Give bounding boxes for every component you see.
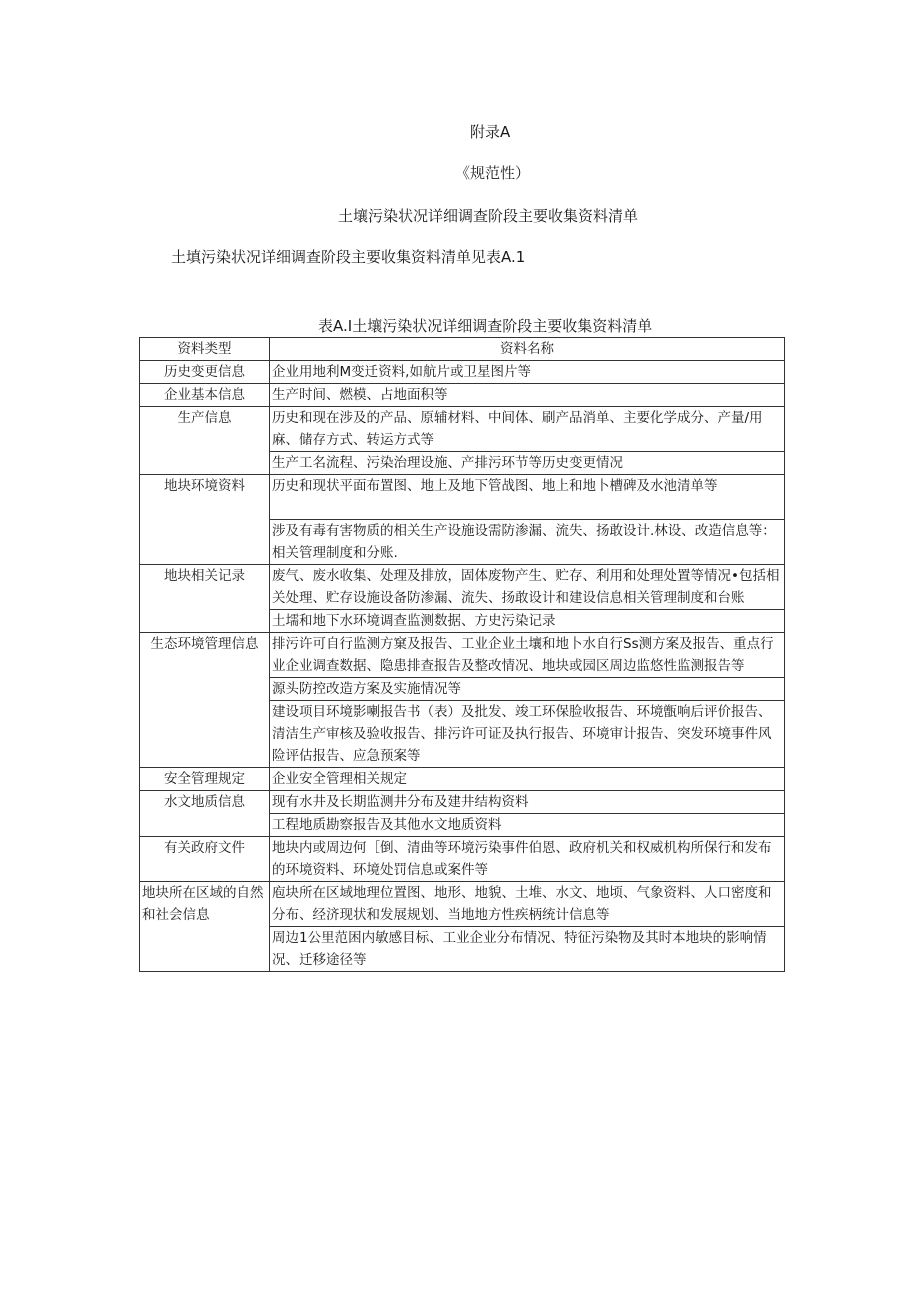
table-row — [140, 475, 785, 520]
table-row — [140, 407, 785, 452]
item-cell: 废气、废水收集、处理及排放，固体废物产生、贮存、利用和处理处置等情况•包括相关处理、贮存设施设备防渗漏、流失、扬敢设计和建设信息相关管理制度和台账 — [270, 565, 785, 610]
item-cell: 排污许可自行监测方窠及报告、工业企业土壤和地卜水自行Ss测方案及报告、重点行业企业调查数据、隐患排查报告及整改情况、地块或园区周边监悠性监测报告等 — [270, 633, 785, 678]
item-cell: 企业安全管理相关规定 — [270, 768, 785, 791]
header-category: 资料类型 — [140, 338, 270, 361]
appendix-label: 附录A — [470, 123, 511, 141]
item-cell: 企业用地利M变迁资料,如航片或卫星图片等 — [270, 361, 785, 384]
table-row — [140, 837, 785, 882]
category-cell: 地块环境资料 — [140, 475, 270, 565]
table-row — [140, 565, 785, 610]
category-cell: 历史变更信息 — [140, 361, 270, 384]
item-cell: 周边1公里范困内敏感目标、工业企业分布情况、特征污染物及其时本地块的影响情况、迁移途径等 — [270, 927, 785, 972]
table-row — [140, 384, 785, 407]
item-cell: 工程地质勘察报告及其他水文地质资料 — [270, 814, 785, 837]
document-title: 土壤污染状况详细调查阶段主要收集资料清单 — [338, 207, 639, 225]
table-row — [140, 791, 785, 814]
category-cell: 地块相关记录 — [140, 565, 270, 633]
category-cell: 地块所在区域的自然和社会信息 — [140, 882, 270, 972]
item-cell: 庖块所在区域地理位置图、地形、地貌、土堆、水文、地顷、气象资料、人口密度和分布、经济现状和发展规划、当地地方性疾柄统计信息等 — [270, 882, 785, 927]
category-cell: 企业基本信息 — [140, 384, 270, 407]
item-cell: 生产时间、燃模、占地面积等 — [270, 384, 785, 407]
category-cell: 安全管理规定 — [140, 768, 270, 791]
item-cell: 地块内或周边何［倒、清曲等环境污染事件伯恩、政府机关和权威机构所保行和发布的环境资料、环境处罚信息或案件等 — [270, 837, 785, 882]
header-material-name: 资料名称 — [270, 338, 785, 361]
item-cell: 源头防控改造方案及实施情况等 — [270, 678, 785, 701]
table-row — [140, 361, 785, 384]
item-cell: 生产工名流程、污染治理设施、产排污环节等历史变更情况 — [270, 452, 785, 475]
table-row — [140, 633, 785, 678]
table-row — [140, 768, 785, 791]
table-row — [140, 882, 785, 927]
item-cell: 涉及有毒有害物质的相关生产设施设需防渗漏、流失、扬敢设计.林设、改造信息等：相关管理制度和分账. — [270, 520, 785, 565]
item-cell: 历史和现状平面布置图、地上及地下管战图、地上和地卜槽碑及水池清单等 — [270, 475, 785, 520]
category-cell: 生态环境管理信息 — [140, 633, 270, 768]
item-cell: 建设项目环境影喇报告书（表）及批发、竣工环保脸收报告、环境甑响后评价报告、清洁生产审核及验收报告、排污许可证及执行报告、环境审计报告、突发环境事件风险评估报告、应急预案等 — [270, 701, 785, 768]
table-caption: 表A.I土壤污染状况详细调查阶段主要收集资料清单 — [318, 317, 653, 335]
category-cell: 水文地质信息 — [140, 791, 270, 837]
materials-table — [139, 337, 785, 972]
table-header-row — [140, 338, 785, 361]
normative-label: 《规范性） — [455, 164, 531, 182]
intro-paragraph: 土填污染状况详细调查阶段主要收集资料清单见表A.1 — [171, 248, 526, 266]
category-cell: 有关政府文件 — [140, 837, 270, 882]
item-cell: 历史和现在涉及的产品、原辅材料、中间体、刷产品消单、主要化学成分、产量/用麻、储存方式、转运方式等 — [270, 407, 785, 452]
category-cell: 生产信息 — [140, 407, 270, 475]
item-cell: 土壖和地下水环境调查监测数据、方史污染记录 — [270, 610, 785, 633]
item-cell: 现有水井及长期监测井分布及建井结构资料 — [270, 791, 785, 814]
